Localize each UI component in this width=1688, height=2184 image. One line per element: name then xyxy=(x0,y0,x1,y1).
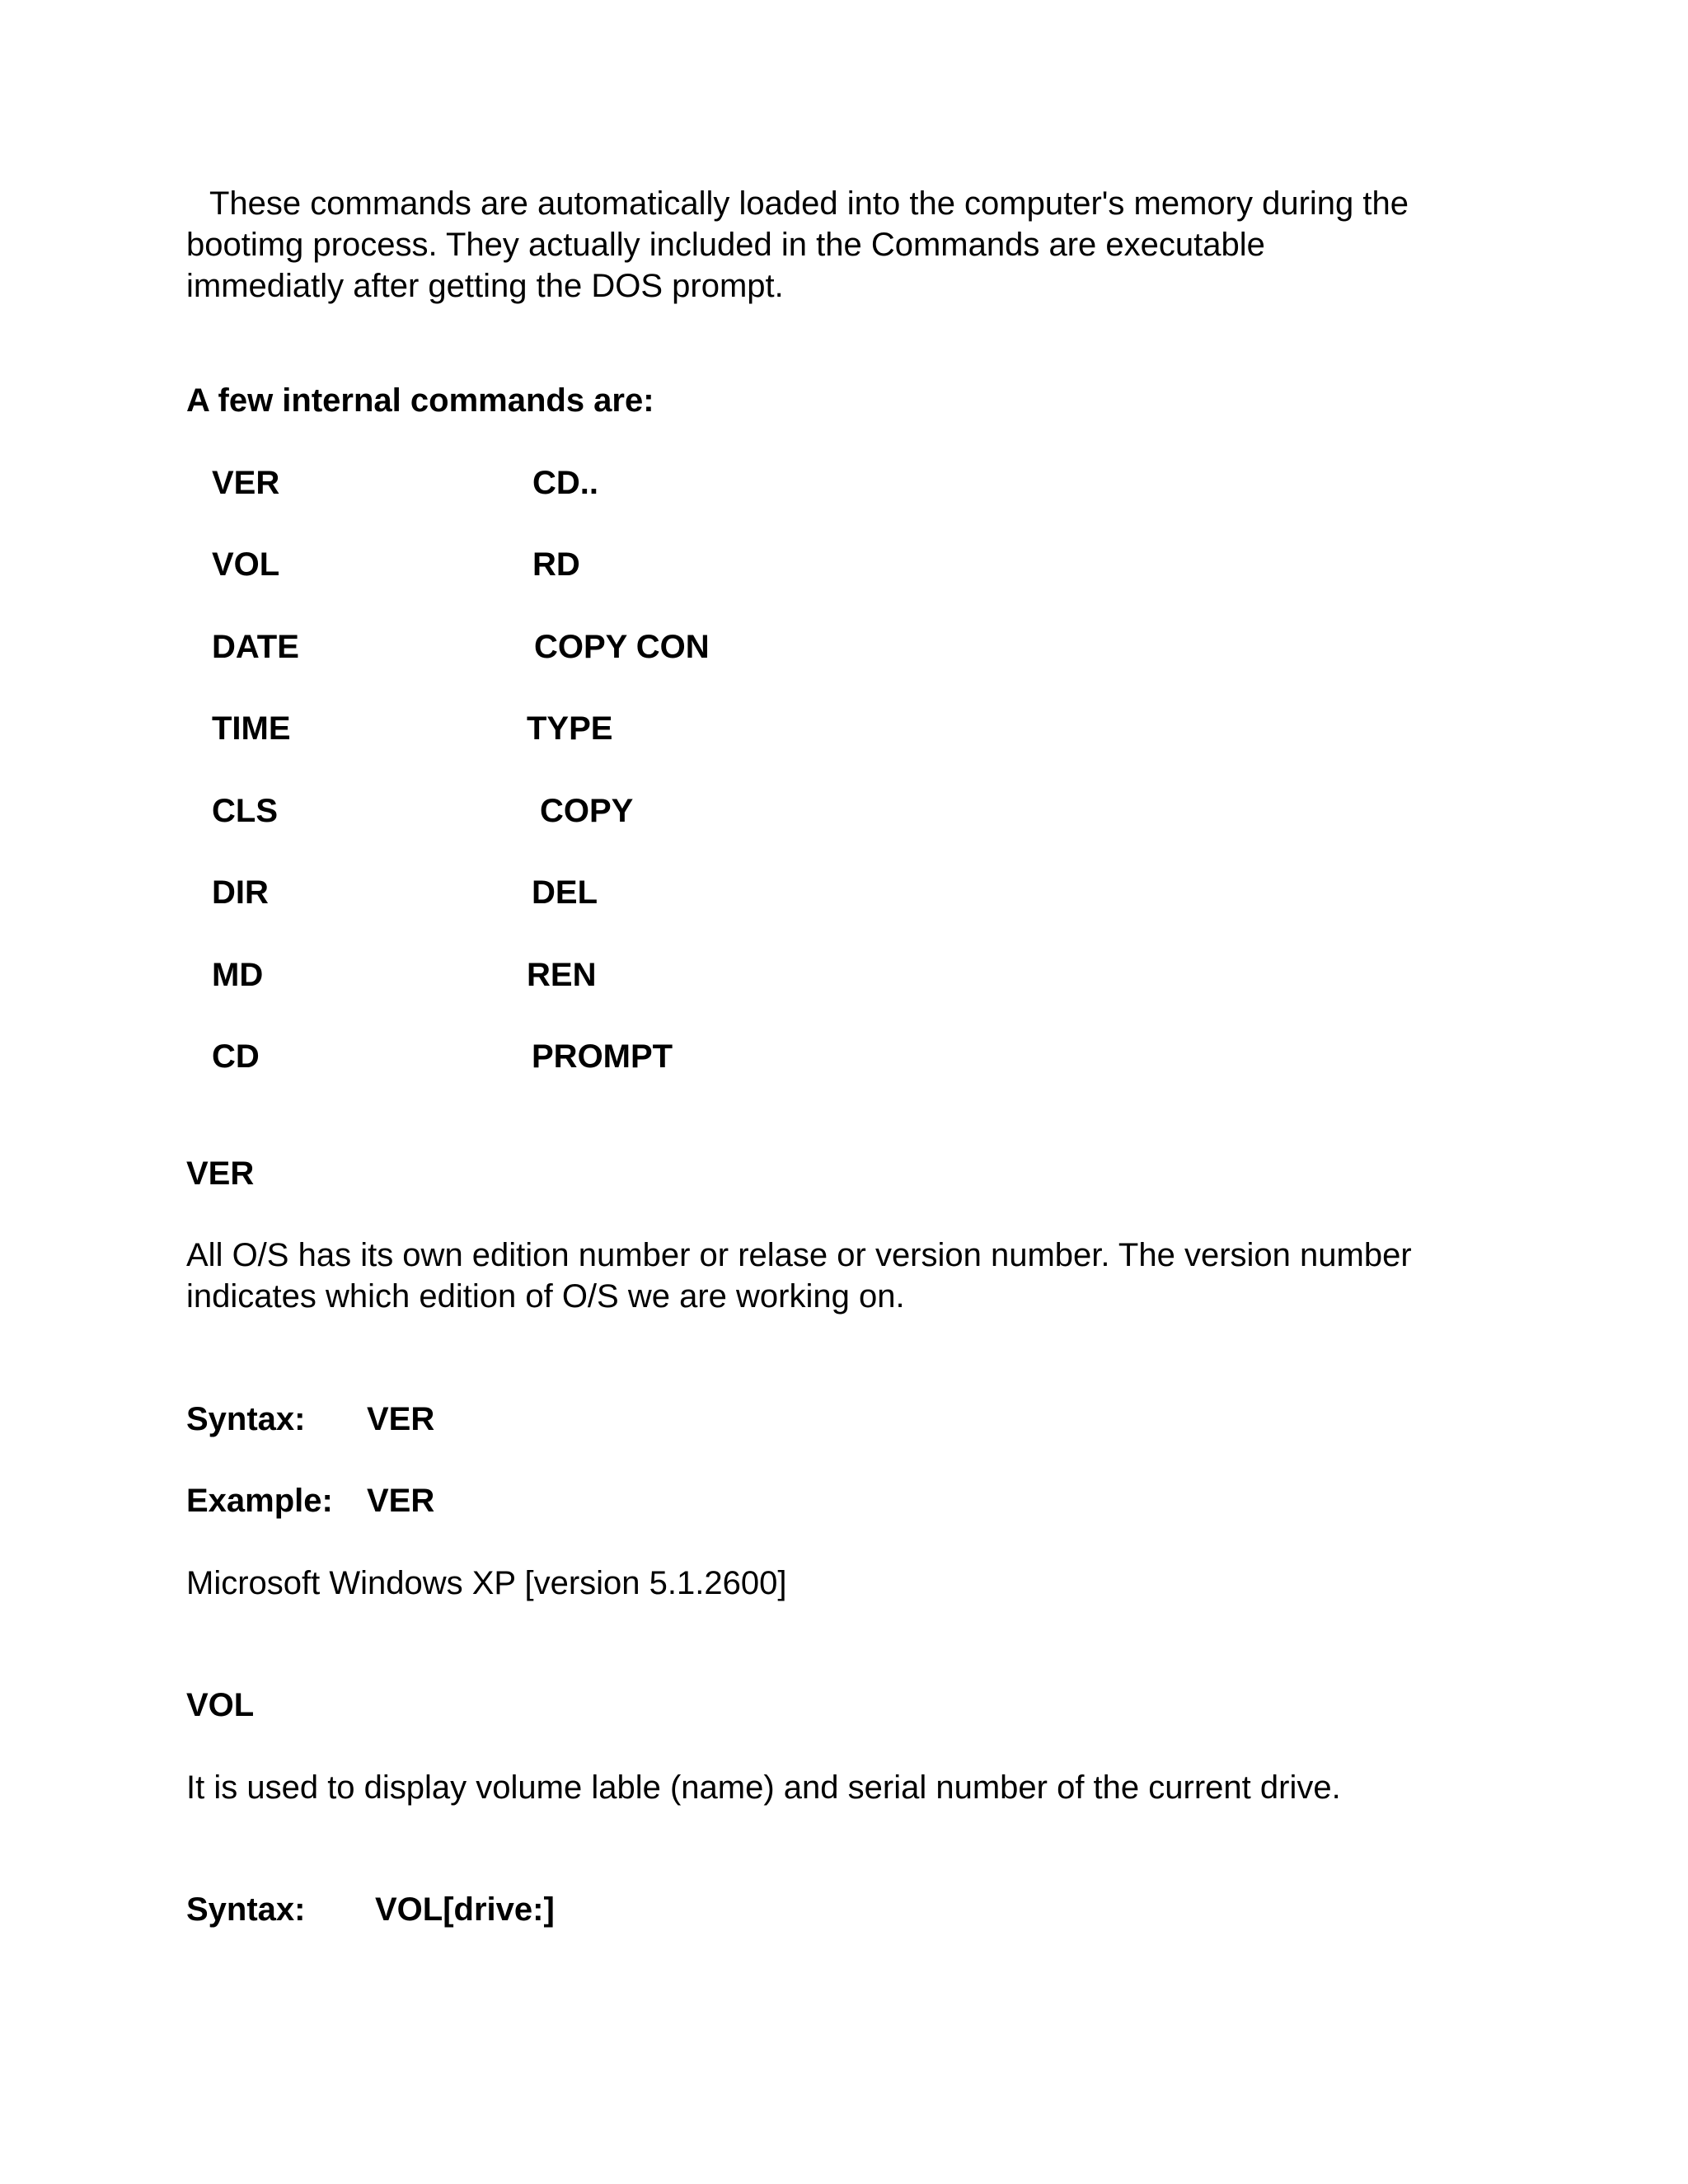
ver-example-label: Example: xyxy=(186,1483,333,1519)
ver-heading: VER xyxy=(186,1155,255,1192)
command-left-time: TIME xyxy=(212,710,291,747)
command-right-rd: RD xyxy=(532,546,580,583)
ver-example-output: Microsoft Windows XP [version 5.1.2600] xyxy=(186,1565,787,1601)
vol-syntax-label: Syntax: xyxy=(186,1891,306,1928)
command-right-ren: REN xyxy=(527,957,597,993)
command-right-copy-con: COPY CON xyxy=(534,629,710,665)
ver-desc-line-2: indicates which edition of O/S we are working on. xyxy=(186,1278,905,1315)
ver-syntax-label: Syntax: xyxy=(186,1401,306,1437)
vol-syntax-value: VOL[drive:] xyxy=(375,1891,555,1928)
command-right-del: DEL xyxy=(532,874,598,911)
intro-line-1: These commands are automatically loaded into the computer's memory during the xyxy=(209,185,1409,222)
command-left-cls: CLS xyxy=(212,793,278,829)
vol-heading: VOL xyxy=(186,1687,255,1723)
command-left-date: DATE xyxy=(212,629,299,665)
ver-syntax-value: VER xyxy=(367,1401,435,1437)
ver-desc-line-1: All O/S has its own edition number or relase or version number. The version number xyxy=(186,1237,1412,1273)
command-left-dir: DIR xyxy=(212,874,269,911)
intro-line-3: immediatly after getting the DOS prompt. xyxy=(186,268,784,304)
command-right-prompt: PROMPT xyxy=(532,1038,673,1075)
command-right-cd-dotdot: CD.. xyxy=(532,465,598,501)
ver-example-value: VER xyxy=(367,1483,435,1519)
command-right-copy: COPY xyxy=(540,793,634,829)
command-left-cd: CD xyxy=(212,1038,260,1075)
intro-line-2: bootimg process. They actually included in the Commands are executable xyxy=(186,227,1265,263)
command-left-md: MD xyxy=(212,957,264,993)
vol-desc: It is used to display volume lable (name) and serial number of the current drive. xyxy=(186,1769,1341,1806)
command-right-type: TYPE xyxy=(527,710,613,747)
command-left-ver: VER xyxy=(212,465,280,501)
command-left-vol: VOL xyxy=(212,546,280,583)
internal-commands-heading: A few internal commands are: xyxy=(186,382,654,419)
